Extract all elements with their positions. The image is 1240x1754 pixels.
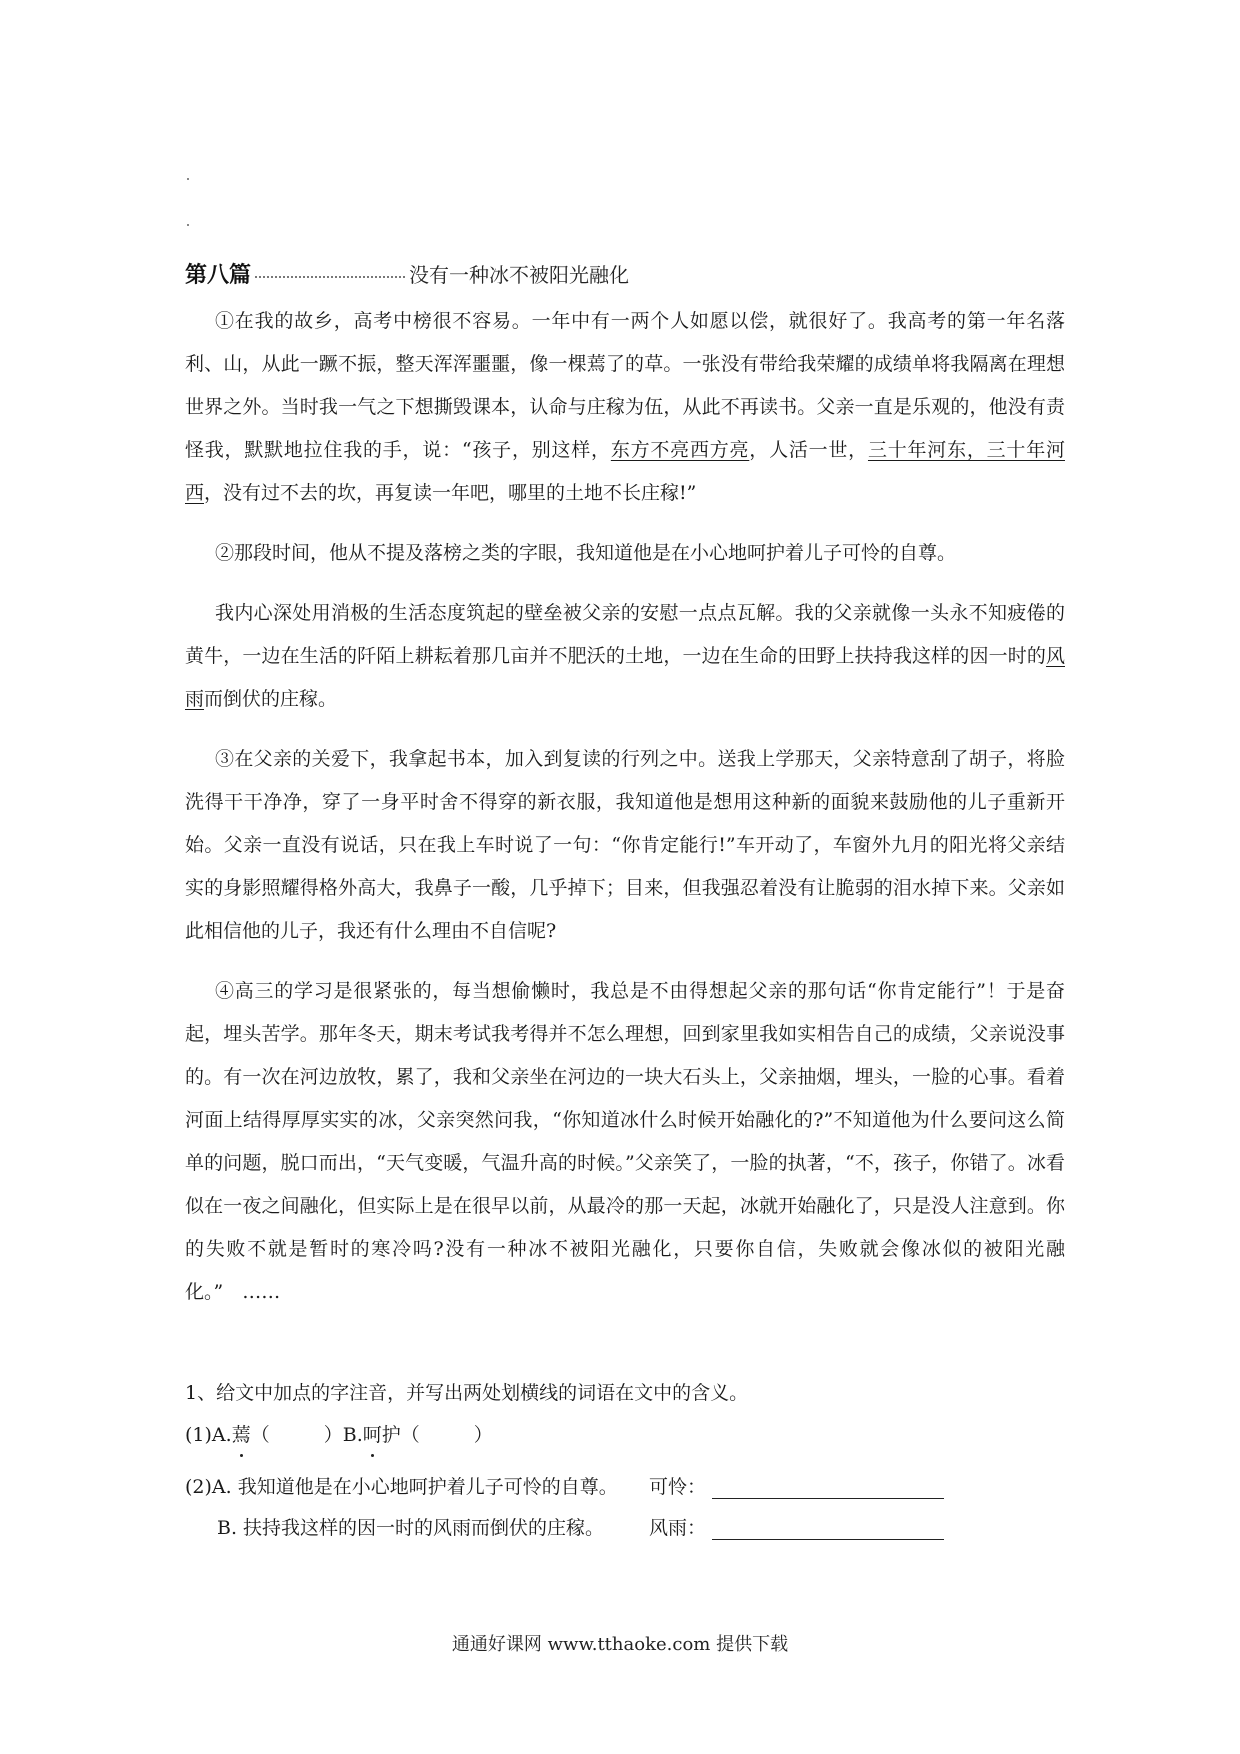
paragraph-4: ③在父亲的关爱下，我拿起书本，加入到复读的行列之中。送我上学那天，父亲特意刮了胡子，将脸洗得干干净净，穿了一身平时舍不得穿的新衣服，我知道他是想用这种新的面貌来鼓励他的儿子重新开始。父亲一直没有说话，只在我上车时说了一句：“你肯定能行!”车开动了，车窗外九月的阳光将父亲结实的身影照耀得格外高大，我鼻子一酸，几乎掉下；目来，但我强忍着没有让脆弱的泪水掉下来。父亲如此相信他的儿子，我还有什么理由不自信呢? [185, 748, 1065, 942]
scan-specks [187, 178, 191, 238]
question-1-part-2a [185, 1472, 1065, 1499]
paragraph-1-text-c: ，没有过不去的坎，再复读一年吧，哪里的土地不长庄稼!” [204, 482, 697, 504]
part-2a-label: 可怜： [649, 1476, 707, 1498]
part-1-prefix: (1)A. [185, 1424, 232, 1446]
footer-source: 通通好课网 www.tthaoke.com 提供下载 [451, 1634, 789, 1655]
underlined-phrase-3: 风雨 [185, 645, 1065, 710]
paragraph-3-text-a: 我内心深处用消极的生活态度筑起的壁垒被父亲的安慰一点点瓦解。我的父亲就像一头永不知疲倦的黄牛，一边在生活的阡陌上耕耘着那几亩并不肥沃的土地，一边在生命的田野上扶持我这样的因一时的 [185, 602, 1065, 667]
char-b-second: 护 [381, 1424, 401, 1446]
paragraph-3-text-b: 而倒伏的庄稼。 [204, 688, 338, 710]
paragraph-1-text-b: ，人活一世， [749, 439, 868, 461]
paren-close-a: ） [323, 1424, 343, 1446]
answer-line-2a[interactable] [712, 1498, 944, 1499]
answer-line-2b[interactable] [712, 1539, 944, 1540]
dotted-char-a: 蔫 [232, 1420, 251, 1447]
underlined-phrase-2: 三十年河东，三十年河西 [185, 439, 1065, 504]
part-2a-text: (2)A. 我知道他是在小心地呵护着儿子可怜的自尊。 [185, 1476, 618, 1498]
scan-speck [187, 224, 189, 226]
passage [185, 300, 1065, 1322]
paren-close-b: ） [473, 1424, 493, 1446]
section-label: 第八篇 [185, 263, 252, 288]
part-2b-text: B. 扶持我这样的因一时的风雨而倒伏的庄稼。 [217, 1517, 605, 1539]
question-1-prompt: 1、给文中加点的字注音，并写出两处划横线的词语在文中的含义。 [185, 1382, 749, 1404]
paragraph-3 [185, 592, 1065, 721]
paragraph-5: ④高三的学习是很紧张的，每当想偷懒时，我总是不由得想起父亲的那句话“你肯定能行”！于是奋起，埋头苦学。那年冬天，期末考试我考得并不怎么理想，回到家里我如实相告自己的成绩，父亲说没事的。有一次在河边放牧，累了，我和父亲坐在河边的一块大石头上，父亲抽烟，埋头，一脸的心事。看着河面上结得厚厚实实的冰，父亲突然问我，“你知道冰什么时候开始融化的?”不知道他为什么要问这么简单的问题，脱口而出，“天气变暖，气温升高的时候。”父亲笑了，一脸的执著，“不，孩子，你错了。冰看似在一夜之间融化，但实际上是在很早以前，从最冷的那一天起，冰就开始融化了，只是没人注意到。你的失败不就是暂时的寒冷吗?没有一种冰不被阳光融化，只要你自信，失败就会像冰似的被阳光融化。” …… [185, 980, 1065, 1303]
paragraph-1-text-a: ①在我的故乡，高考中榜很不容易。一年中有一两个人如愿以偿，就很好了。我高考的第一年名落利、山，从此一蹶不振，整天浑浑噩噩，像一棵蔫了的草。一张没有带给我荣耀的成绩单将我隔离在理想世界之外。当时我一气之下想撕毁课本，认命与庄稼为伍，从此不再读书。父亲一直是乐观的，他没有责怪我，默默地拉住我的手，说：“孩子，别这样， [185, 310, 1065, 461]
underlined-phrase-1: 东方不亮西方亮 [610, 439, 750, 461]
article-title: 没有一种冰不被阳光融化 [409, 263, 630, 287]
part-1-b-prefix: B. [342, 1424, 363, 1446]
question-1-part-1 [185, 1420, 1065, 1447]
paragraph-2: ②那段时间，他从不提及落榜之类的字眼，我知道他是在小心地呵护着儿子可怜的自尊。 [215, 542, 957, 564]
paren-open-b: （ [400, 1424, 420, 1446]
dot-leader [255, 276, 405, 278]
paren-open-a: （ [250, 1424, 270, 1446]
paragraph-1 [185, 300, 1065, 515]
part-2b-label: 风雨： [649, 1517, 707, 1539]
question-1-part-2b [185, 1513, 1065, 1540]
dotted-char-b: 呵 [363, 1420, 382, 1447]
scan-speck [187, 178, 189, 180]
article-heading [185, 258, 1085, 298]
